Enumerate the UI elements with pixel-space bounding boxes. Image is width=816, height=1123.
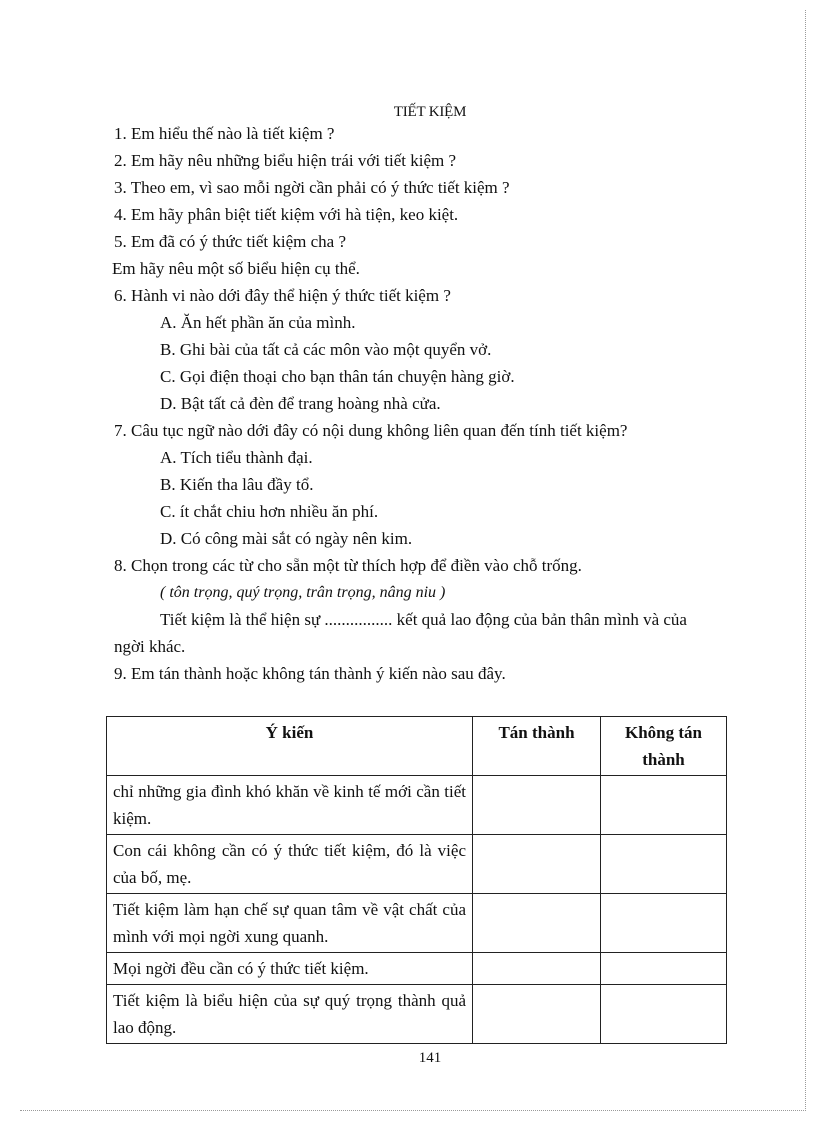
q8-sentence-line-1: Tiết kiệm là thể hiện sự ................ kết quả lao động của bản thân mình và của [160, 610, 687, 629]
q7-option-d: D. Có công mài sắt có ngày nên kim. [160, 529, 413, 548]
question-list [114, 120, 754, 687]
table-row [107, 776, 727, 835]
q8-sentence-line-2: ngời khác. [114, 637, 186, 656]
table-header-row [107, 717, 727, 776]
opinion-cell: Tiết kiệm làm hạn chế sự quan tâm về vật chất của mình với mọi ngời xung quanh. [107, 894, 473, 953]
q7-option-a: A. Tích tiểu thành đại. [160, 448, 313, 467]
question-5-extra: Em hãy nêu một số biểu hiện cụ thể. [112, 259, 360, 278]
disagree-cell[interactable] [601, 953, 727, 985]
opinion-cell: chỉ những gia đình khó khăn về kinh tế mới cần tiết kiệm. [107, 776, 473, 835]
header-opinion: Ý kiến [107, 717, 473, 776]
page-border-right [805, 10, 806, 1111]
q6-option-b: B. Ghi bài của tất cả các môn vào một quyển vở. [160, 340, 492, 359]
disagree-cell[interactable] [601, 776, 727, 835]
page-number: 141 [418, 1050, 442, 1066]
question-5: 5. Em đã có ý thức tiết kiệm cha ? [114, 232, 347, 251]
q6-option-a: A. Ăn hết phần ăn của mình. [160, 313, 356, 332]
table-row [107, 985, 727, 1044]
page-border-bottom [20, 1110, 806, 1111]
question-7: 7. Câu tục ngữ nào dới đây có nội dung không liên quan đến tính tiết kiệm? [114, 421, 628, 440]
q7-option-b: B. Kiến tha lâu đầy tổ. [160, 475, 314, 494]
opinion-cell: Tiết kiệm là biểu hiện của sự quý trọng thành quả lao động. [107, 985, 473, 1044]
opinion-table [106, 716, 727, 1044]
disagree-cell[interactable] [601, 985, 727, 1044]
opinion-cell: Con cái không cần có ý thức tiết kiệm, đó là việc của bố, mẹ. [107, 835, 473, 894]
table-row [107, 894, 727, 953]
question-2: 2. Em hãy nêu những biểu hiện trái với tiết kiệm ? [114, 151, 457, 170]
q6-option-c: C. Gọi điện thoại cho bạn thân tán chuyện hàng giờ. [160, 367, 515, 386]
header-agree: Tán thành [473, 717, 601, 776]
question-6: 6. Hành vi nào dới đây thể hiện ý thức tiết kiệm ? [114, 286, 451, 305]
question-1: 1. Em hiểu thế nào là tiết kiệm ? [114, 124, 335, 143]
question-3: 3. Theo em, vì sao mỗi ngời cần phải có ý thức tiết kiệm ? [114, 178, 510, 197]
agree-cell[interactable] [473, 985, 601, 1044]
document-title: TIẾT KIỆM [393, 104, 467, 120]
question-9: 9. Em tán thành hoặc không tán thành ý kiến nào sau đây. [114, 664, 506, 683]
disagree-cell[interactable] [601, 835, 727, 894]
q6-option-d: D. Bật tất cả đèn để trang hoàng nhà cửa. [160, 394, 441, 413]
table-row [107, 835, 727, 894]
question-8: 8. Chọn trong các từ cho sẵn một từ thích hợp để điền vào chỗ trống. [114, 556, 582, 575]
question-4: 4. Em hãy phân biệt tiết kiệm với hà tiện, keo kiệt. [114, 205, 459, 224]
disagree-cell[interactable] [601, 894, 727, 953]
q8-word-choices: ( tôn trọng, quý trọng, trân trọng, nâng niu ) [160, 584, 446, 601]
q7-option-c: C. ít chắt chiu hơn nhiều ăn phí. [160, 502, 379, 521]
agree-cell[interactable] [473, 776, 601, 835]
agree-cell[interactable] [473, 894, 601, 953]
header-disagree: Không tán thành [601, 717, 727, 776]
agree-cell[interactable] [473, 835, 601, 894]
opinion-cell: Mọi ngời đều cần có ý thức tiết kiệm. [107, 953, 473, 985]
table-row [107, 953, 727, 985]
agree-cell[interactable] [473, 953, 601, 985]
